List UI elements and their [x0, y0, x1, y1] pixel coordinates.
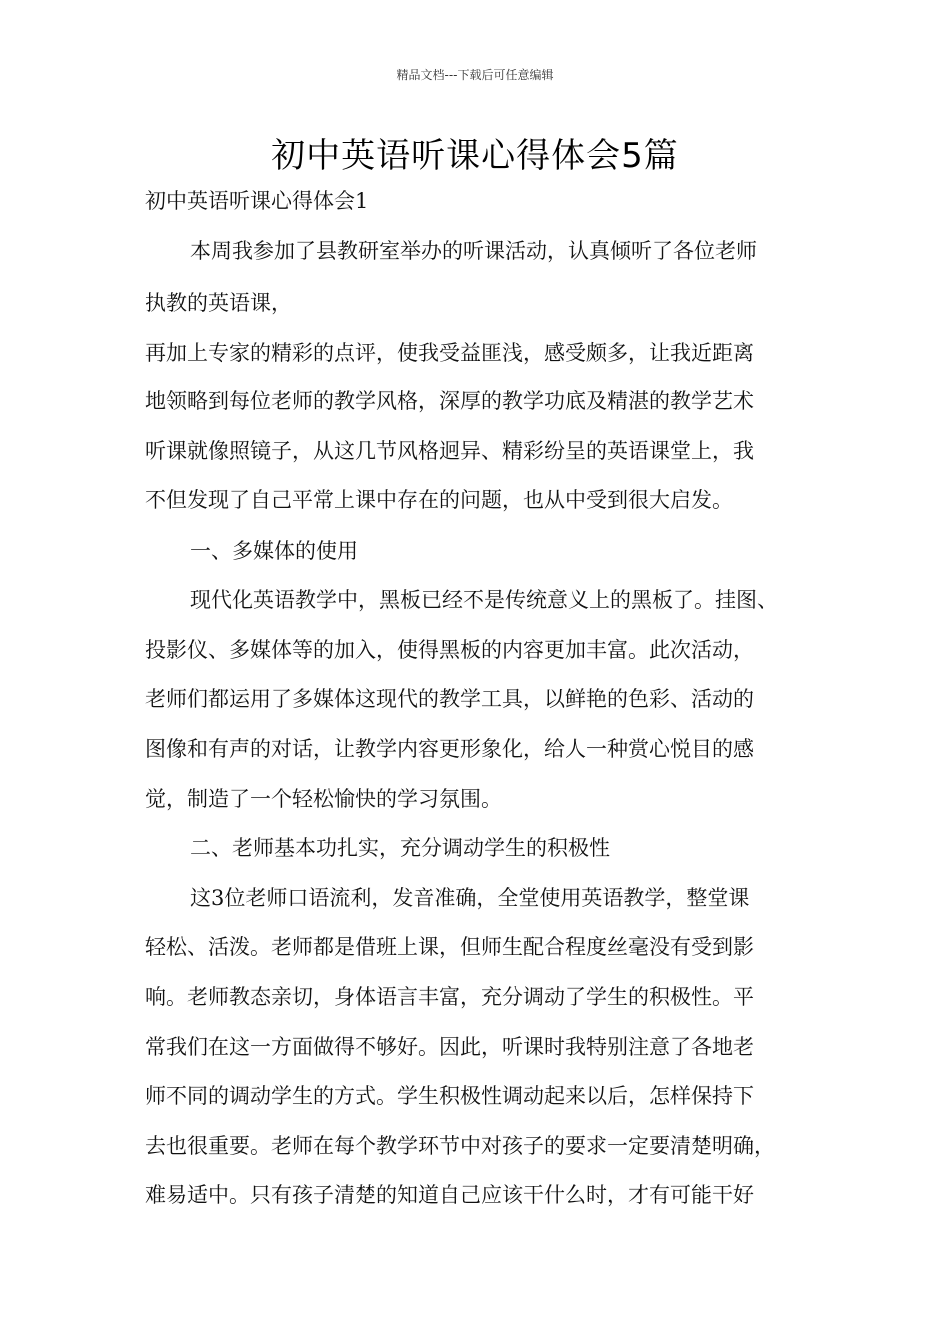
paragraph-line: 不但发现了自己平常上课中存在的问题，也从中受到很大启发。	[145, 488, 733, 512]
paragraph-line: 再加上专家的精彩的点评，使我受益匪浅，感受颇多，让我近距离	[145, 341, 754, 365]
section-subtitle: 初中英语听课心得体会1	[145, 189, 369, 213]
paragraph-line: 觉，制造了一个轻松愉快的学习氛围。	[145, 787, 502, 811]
paragraph-line: 听课就像照镜子，从这几节风格迥异、精彩纷呈的英语课堂上，我	[145, 439, 754, 463]
paragraph-line: 难易适中。只有孩子清楚的知道自己应该干什么时，才有可能干好	[145, 1183, 754, 1207]
paragraph-line: 去也很重要。老师在每个教学环节中对孩子的要求一定要清楚明确，	[145, 1134, 775, 1158]
paragraph-line: 老师们都运用了多媒体这现代的教学工具，以鲜艳的色彩、活动的	[145, 687, 754, 711]
paragraph-line: 投影仪、多媒体等的加入，使得黑板的内容更加丰富。此次活动，	[145, 638, 754, 662]
document-title: 初中英语听课心得体会5篇	[271, 136, 679, 176]
paragraph-line: 师不同的调动学生的方式。学生积极性调动起来以后，怎样保持下	[145, 1084, 754, 1108]
paragraph-line: 现代化英语教学中，黑板已经不是传统意义上的黑板了。挂图、	[190, 588, 778, 612]
section-heading: 一、多媒体的使用	[190, 539, 358, 563]
section-heading: 二、老师基本功扎实，充分调动学生的积极性	[190, 836, 610, 860]
paragraph-line: 地领略到每位老师的教学风格，深厚的教学功底及精湛的教学艺术	[145, 389, 754, 413]
paragraph-line: 这3位老师口语流利，发音准确，全堂使用英语教学，整堂课	[190, 886, 750, 910]
paragraph-line: 响。老师教态亲切，身体语言丰富，充分调动了学生的积极性。平	[145, 985, 754, 1009]
paragraph-line: 执教的英语课，	[145, 291, 292, 315]
paragraph-line: 常我们在这一方面做得不够好。因此，听课时我特别注意了各地老	[145, 1035, 754, 1059]
paragraph-line: 图像和有声的对话，让教学内容更形象化，给人一种赏心悦目的感	[145, 737, 754, 761]
header-note: 精品文档---下载后可任意编辑	[396, 68, 554, 82]
paragraph-line: 本周我参加了县教研室举办的听课活动，认真倾听了各位老师	[190, 239, 757, 263]
paragraph-line: 轻松、活泼。老师都是借班上课，但师生配合程度丝毫没有受到影	[145, 935, 754, 959]
